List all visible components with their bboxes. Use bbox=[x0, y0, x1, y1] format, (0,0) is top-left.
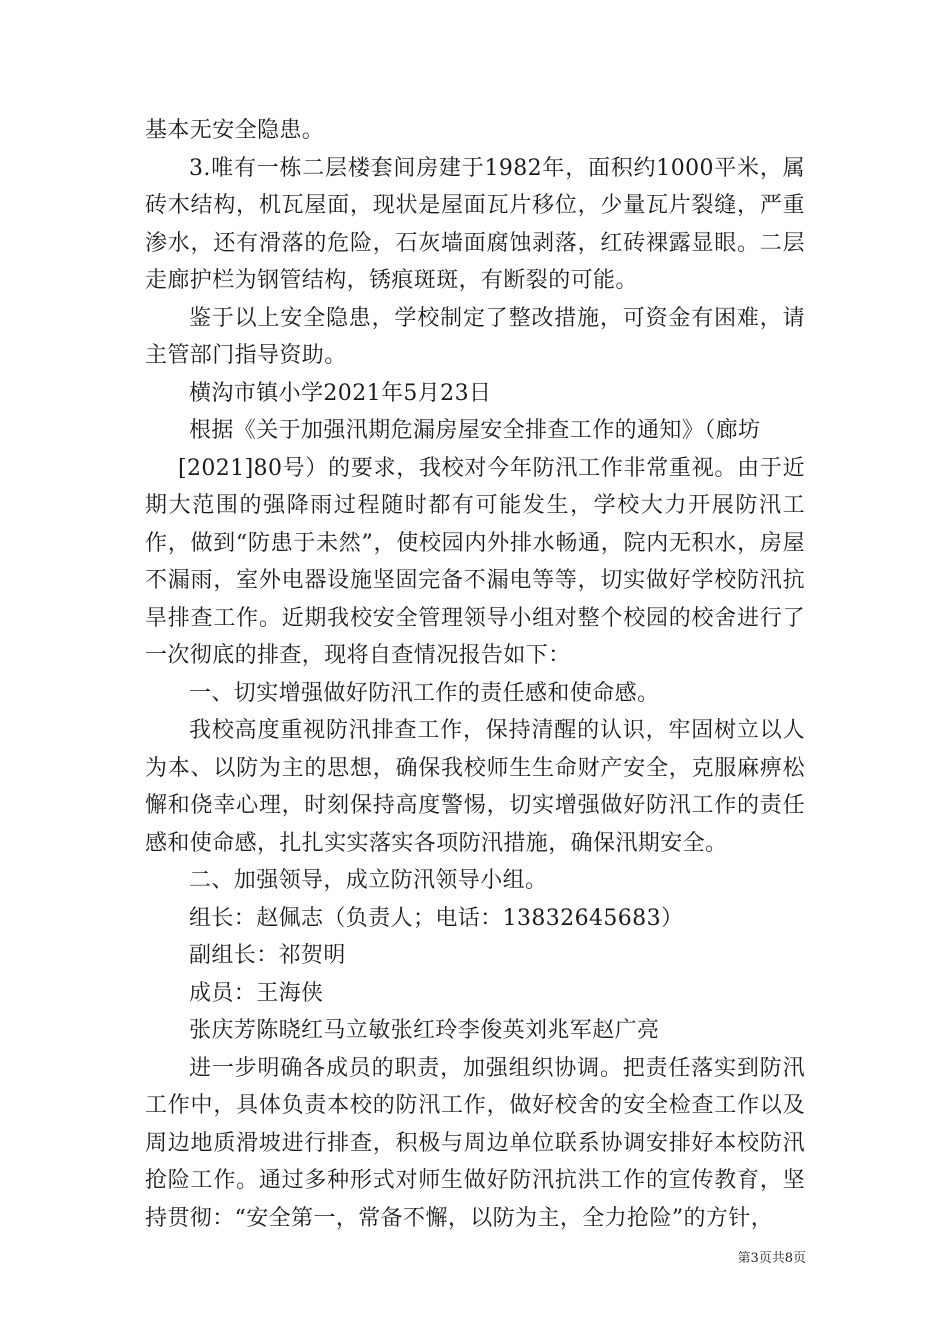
paragraph-6: [2021]80号）的要求，我校对今年防汛工作非常重视。由于近期大范围的强降雨过程随时都有可能发生，学校大力开展防汛工作，做到“防患于未然”，使校园内外排水畅通，院内无积水，房屋不漏雨，室外电器设施坚固完备不漏电等等，切实做好学校防汛抗旱排查工作。近期我校安全管理领导小组对整个校园的校舍进行了一次彻底的排查，现将自查情况报告如下： bbox=[145, 455, 805, 668]
paragraph-2: 3.唯有一栋二层楼套间房建于1982年，面积约1000平米，属砖木结构，机瓦屋面，现状是屋面瓦片移位，少量瓦片裂缝，严重渗水，还有滑落的危险，石灰墙面腐蚀剥落，红砖裸露显眼。二层走廊护栏为钢管结构，锈痕斑斑，有断裂的可能。 bbox=[145, 155, 805, 293]
paragraph-5: 根据《关于加强汛期危漏房屋安全排查工作的通知》（廊坊 bbox=[189, 418, 761, 443]
paragraph-3: 鉴于以上安全隐患，学校制定了整改措施，可资金有困难，请主管部门指导资助。 bbox=[145, 305, 805, 368]
leader-line: 组长：赵佩志（负责人；电话：13832645683） bbox=[189, 905, 684, 931]
paragraph-1: 基本无安全隐患。 bbox=[145, 118, 325, 143]
page-number: 第3页共8页 bbox=[737, 1251, 806, 1266]
paragraph-4-signature-date: 横沟市镇小学2021年5月23日 bbox=[189, 380, 492, 406]
section-heading-2: 二、加强领导，成立防汛领导小组。 bbox=[189, 868, 548, 893]
deputy-leader-line: 副组长：祁贺明 bbox=[189, 943, 346, 968]
document-body bbox=[145, 112, 805, 1237]
paragraph-14: 进一步明确各成员的职责，加强组织协调。把责任落实到防汛工作中，具体负责本校的防汛工作，做好校舍的安全检查工作以及周边地质滑坡进行排查，积极与周边单位联系协调安排好本校防汛抢险工作。通过多种形式对师生做好防汛抗洪工作的宣传教育，坚持贯彻：“安全第一，常备不懈，以防为主，全力抢险”的方针， bbox=[145, 1055, 805, 1231]
section-heading-1: 一、切实增强做好防汛工作的责任感和使命感。 bbox=[189, 680, 660, 706]
members-list: 张庆芳陈晓红马立敏张红玲李俊英刘兆军赵广亮 bbox=[189, 1018, 660, 1043]
members-line: 成员：王海侠 bbox=[189, 980, 324, 1006]
paragraph-8: 我校高度重视防汛排查工作，保持清醒的认识，牢固树立以人为本、以防为主的思想，确保我校师生生命财产安全，克服麻痹松懈和侥幸心理，时刻保持高度警惕，切实增强做好防汛工作的责任感和使命感，扎扎实实落实各项防汛措施，确保汛期安全。 bbox=[145, 718, 805, 856]
